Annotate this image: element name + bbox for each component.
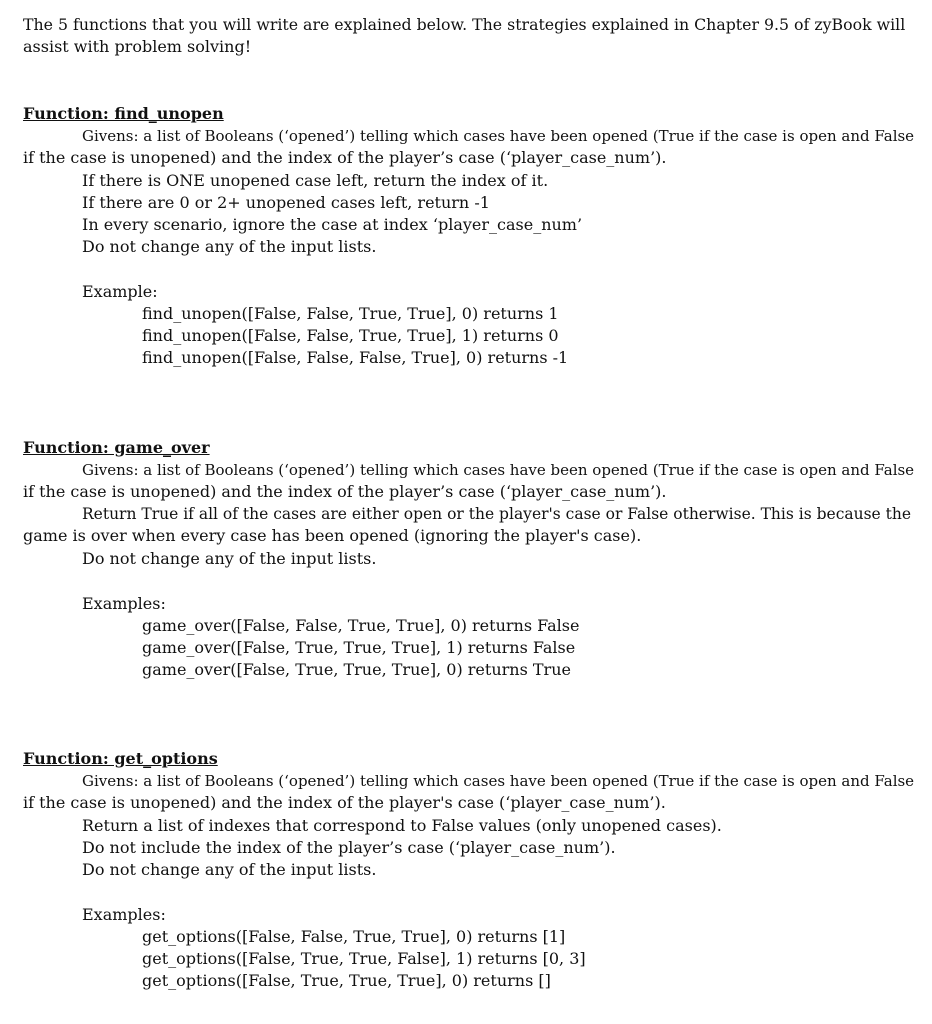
givens-line-1: Givens: a list of Booleans (‘opened’) telling which cases have been opened (True if the case is open and False [82, 461, 915, 479]
rule-line: game is over when every case has been opened (ignoring the player's case). [23, 526, 642, 545]
example-line: get_options([False, False, True, True], 0) returns [1] [142, 927, 566, 946]
section-heading-get-options: Function: get_options [23, 749, 218, 768]
examples-label: Examples: [82, 594, 166, 613]
rule-line: In every scenario, ignore the case at index ‘player_case_num’ [82, 215, 583, 234]
rule-line: Do not change any of the input lists. [82, 549, 377, 568]
givens-line-2: if the case is unopened) and the index of the player’s case (‘player_case_num’). [23, 482, 667, 501]
example-line: find_unopen([False, False, False, True], 0) returns -1 [142, 348, 569, 367]
givens-line-1: Givens: a list of Booleans (‘opened’) telling which cases have been opened (True if the case is open and False [82, 772, 915, 790]
example-line: get_options([False, True, True, True], 0) returns [] [142, 971, 551, 990]
example-line: game_over([False, False, True, True], 0) returns False [142, 616, 580, 635]
examples-label: Example: [82, 282, 158, 301]
rule-line: Return a list of indexes that correspond to False values (only unopened cases). [82, 816, 722, 835]
rule-line: If there is ONE unopened case left, return the index of it. [82, 171, 549, 190]
rule-line: Return True if all of the cases are either open or the player's case or False otherwise. This is because the [82, 505, 912, 523]
givens-line-2: if the case is unopened) and the index of the player's case (‘player_case_num’). [23, 793, 666, 812]
examples-label: Examples: [82, 905, 166, 924]
example-line: find_unopen([False, False, True, True], 0) returns 1 [142, 304, 559, 323]
givens-line-1: Givens: a list of Booleans (‘opened’) telling which cases have been opened (True if the case is open and False [82, 127, 915, 145]
rule-line: Do not change any of the input lists. [82, 237, 377, 256]
example-line: get_options([False, True, True, False], 1) returns [0, 3] [142, 949, 586, 968]
rule-line: Do not change any of the input lists. [82, 860, 377, 879]
intro-line-1: The 5 functions that you will write are explained below. The strategies explained in Chapter 9.5 of zyBook will [23, 15, 906, 34]
example-line: game_over([False, True, True, True], 1) returns False [142, 638, 576, 657]
rule-line: Do not include the index of the player’s case (‘player_case_num’). [82, 838, 616, 857]
section-heading-find-unopen: Function: find_unopen [23, 104, 224, 123]
section-heading-game-over: Function: game_over [23, 438, 210, 457]
givens-line-2: if the case is unopened) and the index of the player’s case (‘player_case_num’). [23, 148, 667, 167]
example-line: find_unopen([False, False, True, True], 1) returns 0 [142, 326, 559, 345]
rule-line: If there are 0 or 2+ unopened cases left, return -1 [82, 193, 490, 212]
example-line: game_over([False, True, True, True], 0) returns True [142, 660, 571, 679]
intro-line-2: assist with problem solving! [23, 37, 252, 56]
